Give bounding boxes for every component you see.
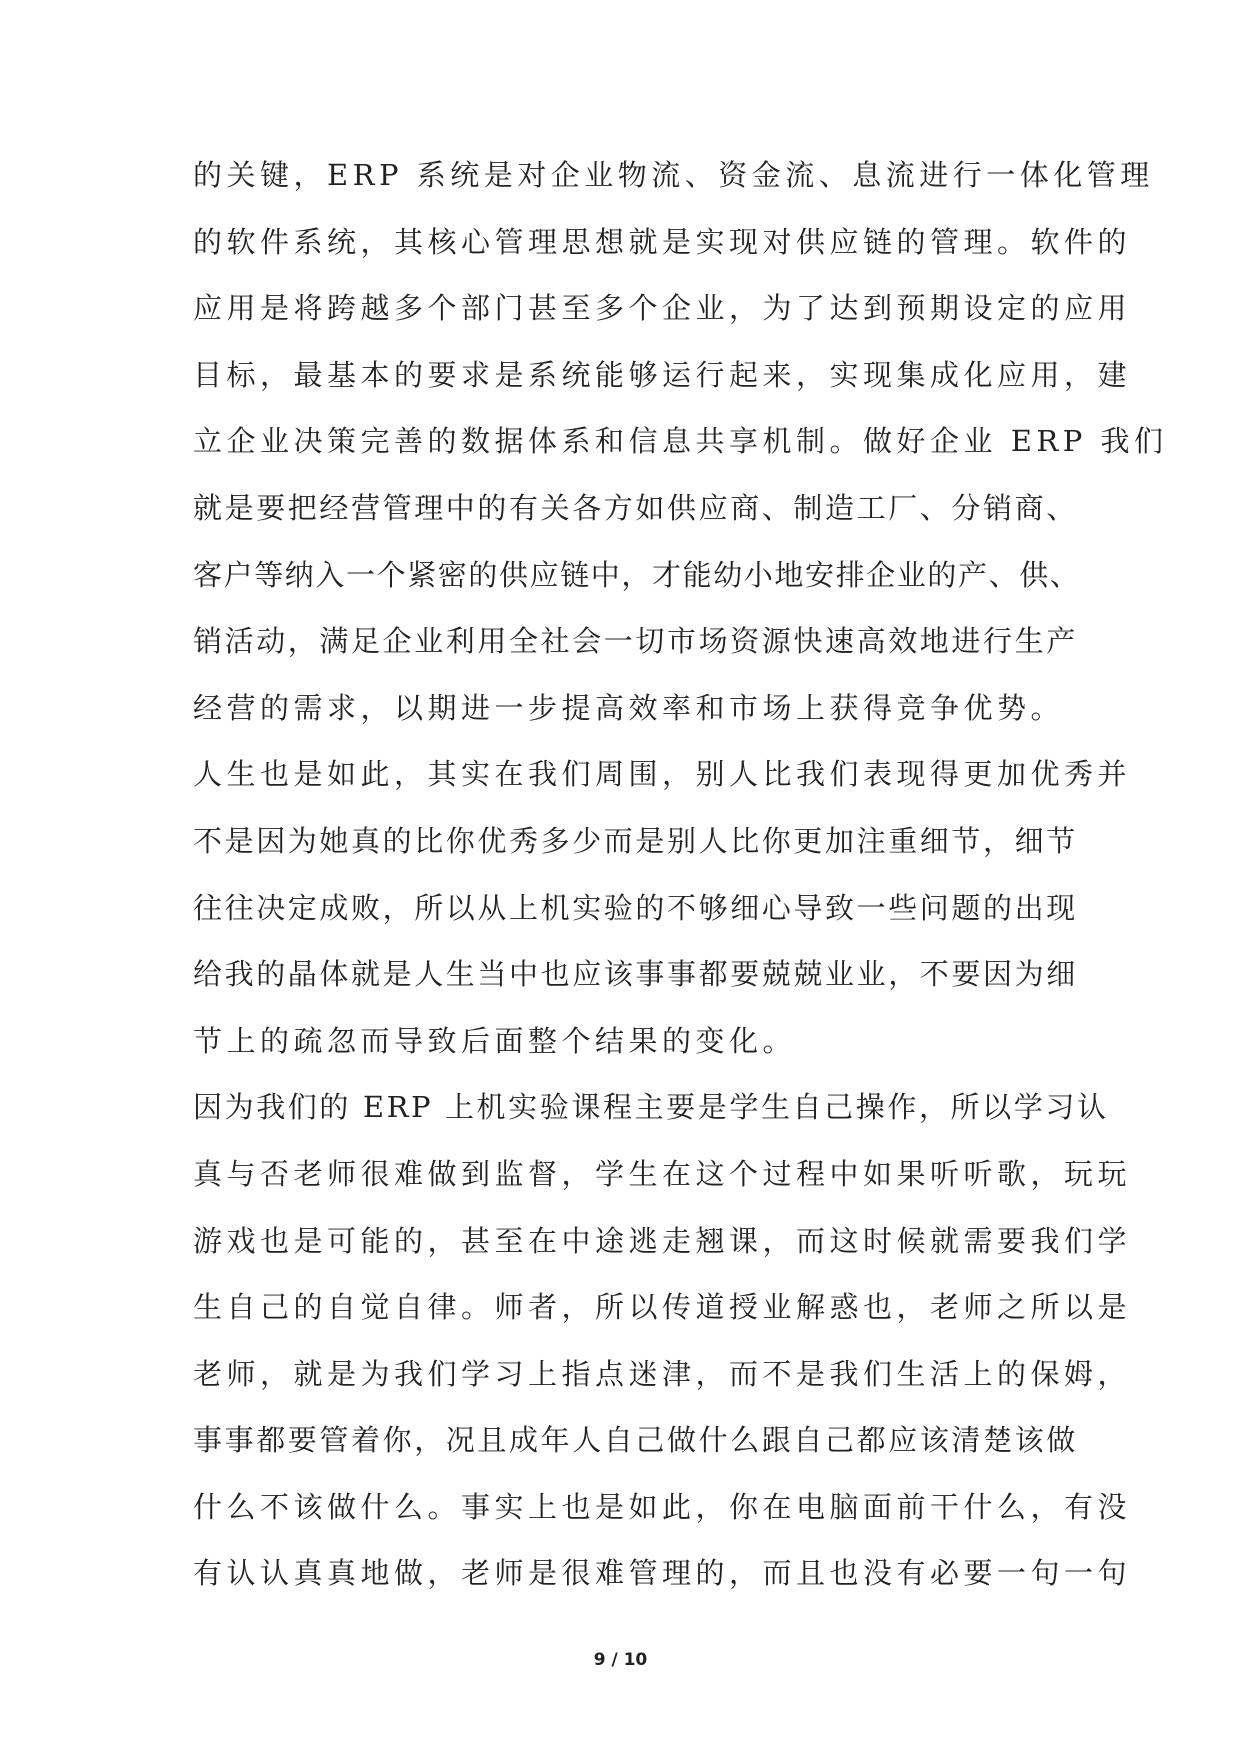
text-line: 人生也是如此，其实在我们周围，别人比我们表现得更加优秀并 — [193, 757, 1132, 792]
text-line: 事事都要管着你，况且成年人自己做什么跟自己都应该清楚该做 — [193, 1423, 1078, 1458]
text-line: 老师，就是为我们学习上指点迷津，而不是我们生活上的保姆， — [193, 1356, 1132, 1391]
text-line: 游戏也是可能的，甚至在中途逃走翘课，而这时候就需要我们学 — [193, 1223, 1132, 1258]
text-line: 因为我们的 ERP 上机实验课程主要是学生自己操作，所以学习认 — [193, 1090, 1109, 1125]
text-line: 真与否老师很难做到监督，学生在这个过程中如果听听歌，玩玩 — [193, 1156, 1132, 1191]
text-line: 就是要把经营管理中的有关各方如供应商、制造工厂、分销商、 — [193, 490, 1078, 525]
page-number: 9 / 10 — [593, 1650, 648, 1670]
text-line: 往往决定成败，所以从上机实验的不够细心导致一些问题的出现 — [193, 890, 1078, 925]
text-line: 的软件系统，其核心管理思想就是实现对供应链的管理。软件的 — [193, 224, 1132, 259]
text-line: 不是因为她真的比你优秀多少而是别人比你更加注重细节，细节 — [193, 823, 1078, 858]
text-line: 生自己的自觉自律。师者，所以传道授业解惑也，老师之所以是 — [193, 1290, 1132, 1325]
text-line: 销活动，满足企业利用全社会一切市场资源快速高效地进行生产 — [193, 624, 1078, 659]
text-line: 应用是将跨越多个部门甚至多个企业，为了达到预期设定的应用 — [193, 291, 1132, 326]
text-line: 客户等纳入一个紧密的供应链中，才能幼小地安排企业的产、供、 — [193, 557, 1081, 592]
text-line: 的关键，ERP 系统是对企业物流、资金流、息流进行一体化管理 — [193, 158, 1154, 192]
body-text — [193, 156, 1168, 1621]
text-line: 立企业决策完善的数据体系和信息共享机制。做好企业 ERP 我们 — [193, 424, 1168, 459]
text-line: 目标，最基本的要求是系统能够运行起来，实现集成化应用，建 — [193, 357, 1132, 392]
text-line: 经营的需求，以期进一步提高效率和市场上获得竞争优势。 — [193, 690, 1065, 725]
text-line: 节上的疏忽而导致后面整个结果的变化。 — [193, 1023, 797, 1058]
text-line: 有认认真真地做，老师是很难管理的，而且也没有必要一句一句 — [193, 1556, 1132, 1591]
text-line: 给我的晶体就是人生当中也应该事事都要兢兢业业，不要因为细 — [193, 957, 1078, 992]
text-line: 什么不该做什么。事实上也是如此，你在电脑面前干什么，有没 — [193, 1489, 1132, 1524]
